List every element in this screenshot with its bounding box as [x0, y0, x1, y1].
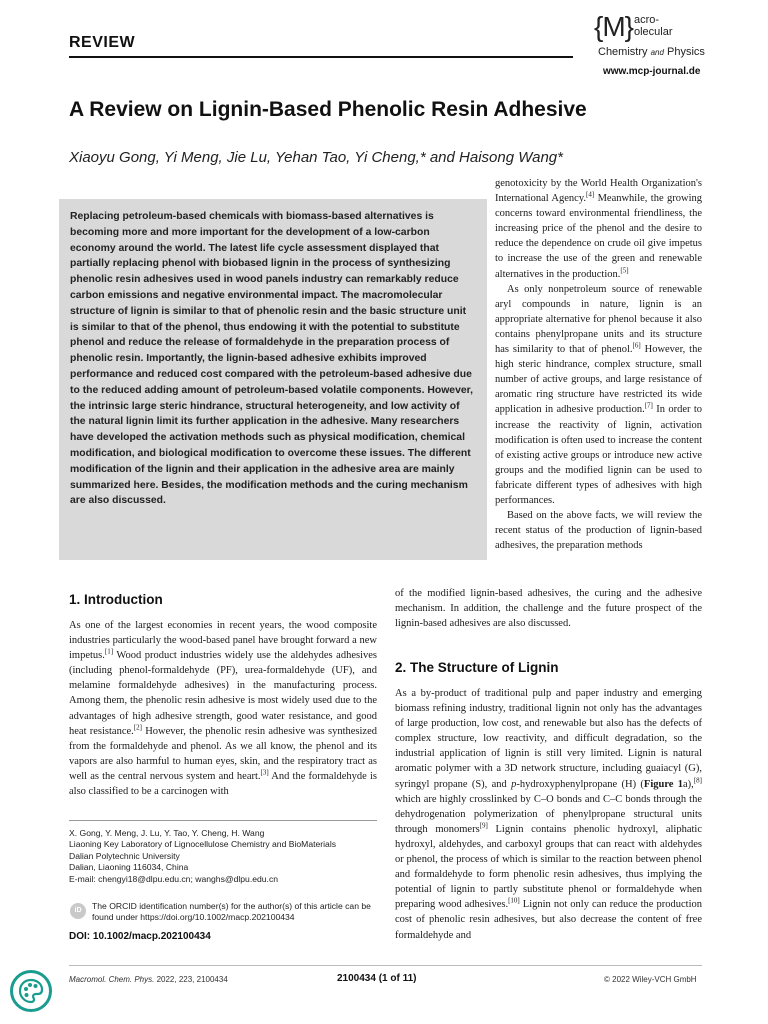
footnote-email[interactable]: E-mail: chengyi18@dlpu.edu.cn; wanghs@dlpu.edu.cn	[69, 873, 279, 884]
citation[interactable]: [6]	[632, 341, 641, 350]
text-run: Lignin not only can reduce the production cost of phenolic resin adhesives, but also decrease the content of free formaldehyde and	[395, 899, 702, 941]
citation[interactable]: [8]	[693, 776, 702, 785]
article-title: A Review on Lignin-Based Phenolic Resin Adhesive	[69, 98, 587, 121]
section-label: REVIEW	[69, 34, 136, 51]
section-heading-introduction: 1. Introduction	[69, 592, 163, 607]
logo-word-chemistry: Chemistry	[598, 46, 648, 58]
figure-reference[interactable]: Figure 1	[643, 778, 684, 790]
text-run: And the formaldehyde is also classified to be a carcinogen with	[69, 770, 377, 798]
citation[interactable]: [10]	[508, 896, 520, 905]
introduction-text	[69, 618, 377, 799]
text-run: Based on the above facts, we will review the recent status of the production of lignin-based adhesives, the preparation methods	[495, 510, 702, 552]
text-run: Wood product industries widely use the aldehydes adhesives (including phenol-formaldehyde (PF), urea-formaldehyde (UF), and melamine formaldehyde adhesives) in the manufacturing process. Among them, the phenolic resin adhesive is most widely used due to the advantages of high adhesive strength, good water resistance, and good heat resistance.	[69, 650, 377, 737]
orcid-note: The ORCID identification number(s) for the author(s) of this article can be found under https://doi.org/10.1002/macp.202100434	[92, 901, 371, 923]
citation[interactable]: [1]	[104, 647, 114, 656]
journal-logo	[592, 12, 712, 64]
text-run: genotoxicity by the World Health Organization's International Agency.	[495, 178, 702, 205]
copyright: © 2022 Wiley-VCH GmbH	[604, 975, 697, 984]
abstract-text: Replacing petroleum-based chemicals with biomass-based alternatives is becoming more and more important for the development of a low-carbon economy around the world. The latest life cycle assessment displayed that partially replacing phenol with biobased lignin in the process of synthesizing phenolic resin adhesives used in wood panels industry can remarkably reduce carbon emissions and negative environmental impact. The macromolecular structure of lignin is similar to that of phenolic resin and the basic structure unit is similar to that of the phenol, thus endowing it with the potential to substitute phenol and reduce the release of formaldehyde in the preparation process of phenolic resin. Importantly, the lignin-based adhesive exhibits improved performance and reduced cost compared with the petroleum-based adhesive due to the reduced adding amount of petroleum-based volatile components. However, the intrinsic large steric hindrance, structural heterogeneity, and low activity of the natural lignin limit its further application in the adhesive. Many researchers have developed the activation methods such as physical modification, chemical modification, and biological modification to overcome these issues. The different modification of the lignin and their application in the adhesive area are mainly summarized here. Besides, the modification methods and the curing mechanism are also discussed.	[70, 211, 473, 507]
text-run: As only nonpetroleum source of renewable aryl compounds in nature, lignin is an appropriate alternative for phenol because it also contains phenylpropane units and its structure has similarity to that of phenol.	[495, 283, 702, 356]
paragraph	[495, 508, 702, 553]
text-run: Meanwhile, the growing concerns toward environmental friendliness, the increasing price of the phenol and the desire to reduce the dependence on crude oil give impetus to increase the use of the green and renewable alternatives in the production.	[495, 193, 702, 280]
header-rule	[69, 56, 573, 58]
page-number: 2100434 (1 of 11)	[337, 973, 417, 984]
article-authors: Xiaoyu Gong, Yi Meng, Jie Lu, Yehan Tao, Yi Cheng,* and Haisong Wang*	[69, 149, 563, 166]
paragraph	[495, 176, 702, 282]
text-run: However, the phenolic resin adhesive was synthesized from the formaldehyde and phenol. As we all know, the phenol and its vapors are also harmful to human eyes, skin, and the respiratory tract as well as the central nervous system and heart.	[69, 725, 377, 782]
citation[interactable]: [7]	[644, 401, 653, 410]
logo-text-olecular: olecular	[634, 26, 673, 38]
logo-bracket: {M}	[594, 11, 634, 42]
affiliation-footnote	[69, 828, 379, 885]
right-column-intro-continued	[495, 176, 702, 553]
journal-url[interactable]: www.mcp-journal.de	[603, 66, 701, 77]
text-run: As a by-product of traditional pulp and paper industry and emerging biomass refining industry, traditional lignin not only has the advantages of large production, low cost, and renewable but also has the defects of complex structure, low reactivity, and difficult degradation, so the industrial application of lignin is still very limited. Lignin is natural aromatic polymer with a 3D network structure, including guaiacyl (G), syringyl propane (S), and	[395, 688, 702, 790]
orcid-icon[interactable]: iD	[70, 903, 86, 919]
logo-subtitle	[598, 46, 705, 59]
footnote-rule	[69, 820, 377, 821]
footnote-address: Dalian, Liaoning 116034, China	[69, 862, 189, 873]
text-run: However, the high steric hindrance, complex structure, small number of active groups, and large resistance of aromatic ring structure have restricted its wide application in adhesive production.	[495, 344, 703, 416]
paragraph-continued: of the modified lignin-based adhesives, the curing and the adhesive mechanism. In addition, the challenge and the future prospect of the lignin-based adhesives are also discussed.	[395, 588, 702, 630]
section-heading-structure: 2. The Structure of Lignin	[395, 660, 559, 675]
doi-link[interactable]: DOI: 10.1002/macp.202100434	[69, 931, 211, 942]
citation[interactable]: [4]	[586, 190, 595, 199]
footer-rule	[69, 965, 702, 966]
footer-journal-name: Macromol. Chem. Phys.	[69, 975, 155, 984]
text-run: In order to increase the reactivity of lignin, activation modification is often used to increase the content of existing active groups or introduce new active groups and the modified lignin can be used to fabricate different types of adhesives with high performances.	[495, 404, 702, 506]
citation[interactable]: [5]	[620, 266, 629, 275]
paragraph	[495, 282, 702, 508]
logo-word-physics: Physics	[667, 46, 705, 58]
structure-text	[395, 686, 702, 943]
text-run: Lignin contains phenolic hydroxyl, aliphatic hydroxyl, aldehydes, and carboxyl groups that can react with aldehydes or phenol, the process of which is similar to the reaction between phenol and formaldehyde to form phenolic resin adhesives, thus implying the potential of lignin to partly substitute phenol or formaldehyde when preparing wood adhesives.	[395, 823, 702, 911]
citation[interactable]: [3]	[260, 768, 269, 777]
logo-word-and: and	[650, 48, 664, 57]
footnote-lab: Liaoning Key Laboratory of Lignocellulose Chemistry and BioMaterials	[69, 839, 337, 850]
text-run: which are highly crosslinked by C–O bonds and C–C bonds through the dehydrogenation polymerization of phenylpropane structural units through monomers	[395, 793, 702, 835]
reader-widget-button[interactable]	[10, 970, 52, 1012]
footnote-university: Dalian Polytechnic University	[69, 850, 180, 861]
footer-citation	[69, 975, 228, 984]
palette-icon	[17, 977, 45, 1005]
citation[interactable]: [2]	[133, 723, 142, 732]
footer-volume: 2022, 223, 2100434	[154, 975, 228, 984]
citation[interactable]: [9]	[479, 821, 488, 830]
text-run: As one of the largest economies in recent years, the wood composite industries particularly the wood-based panel have brought forward a new impetus.	[69, 620, 377, 662]
text-run: a),	[683, 778, 694, 790]
text-run: -hydroxyphenylpropane (H) (	[516, 778, 644, 790]
logo-text-acro: acro-	[634, 14, 660, 26]
text-run-italic: p	[511, 778, 517, 790]
footnote-authors: X. Gong, Y. Meng, J. Lu, Y. Tao, Y. Cheng, H. Wang	[69, 828, 265, 838]
